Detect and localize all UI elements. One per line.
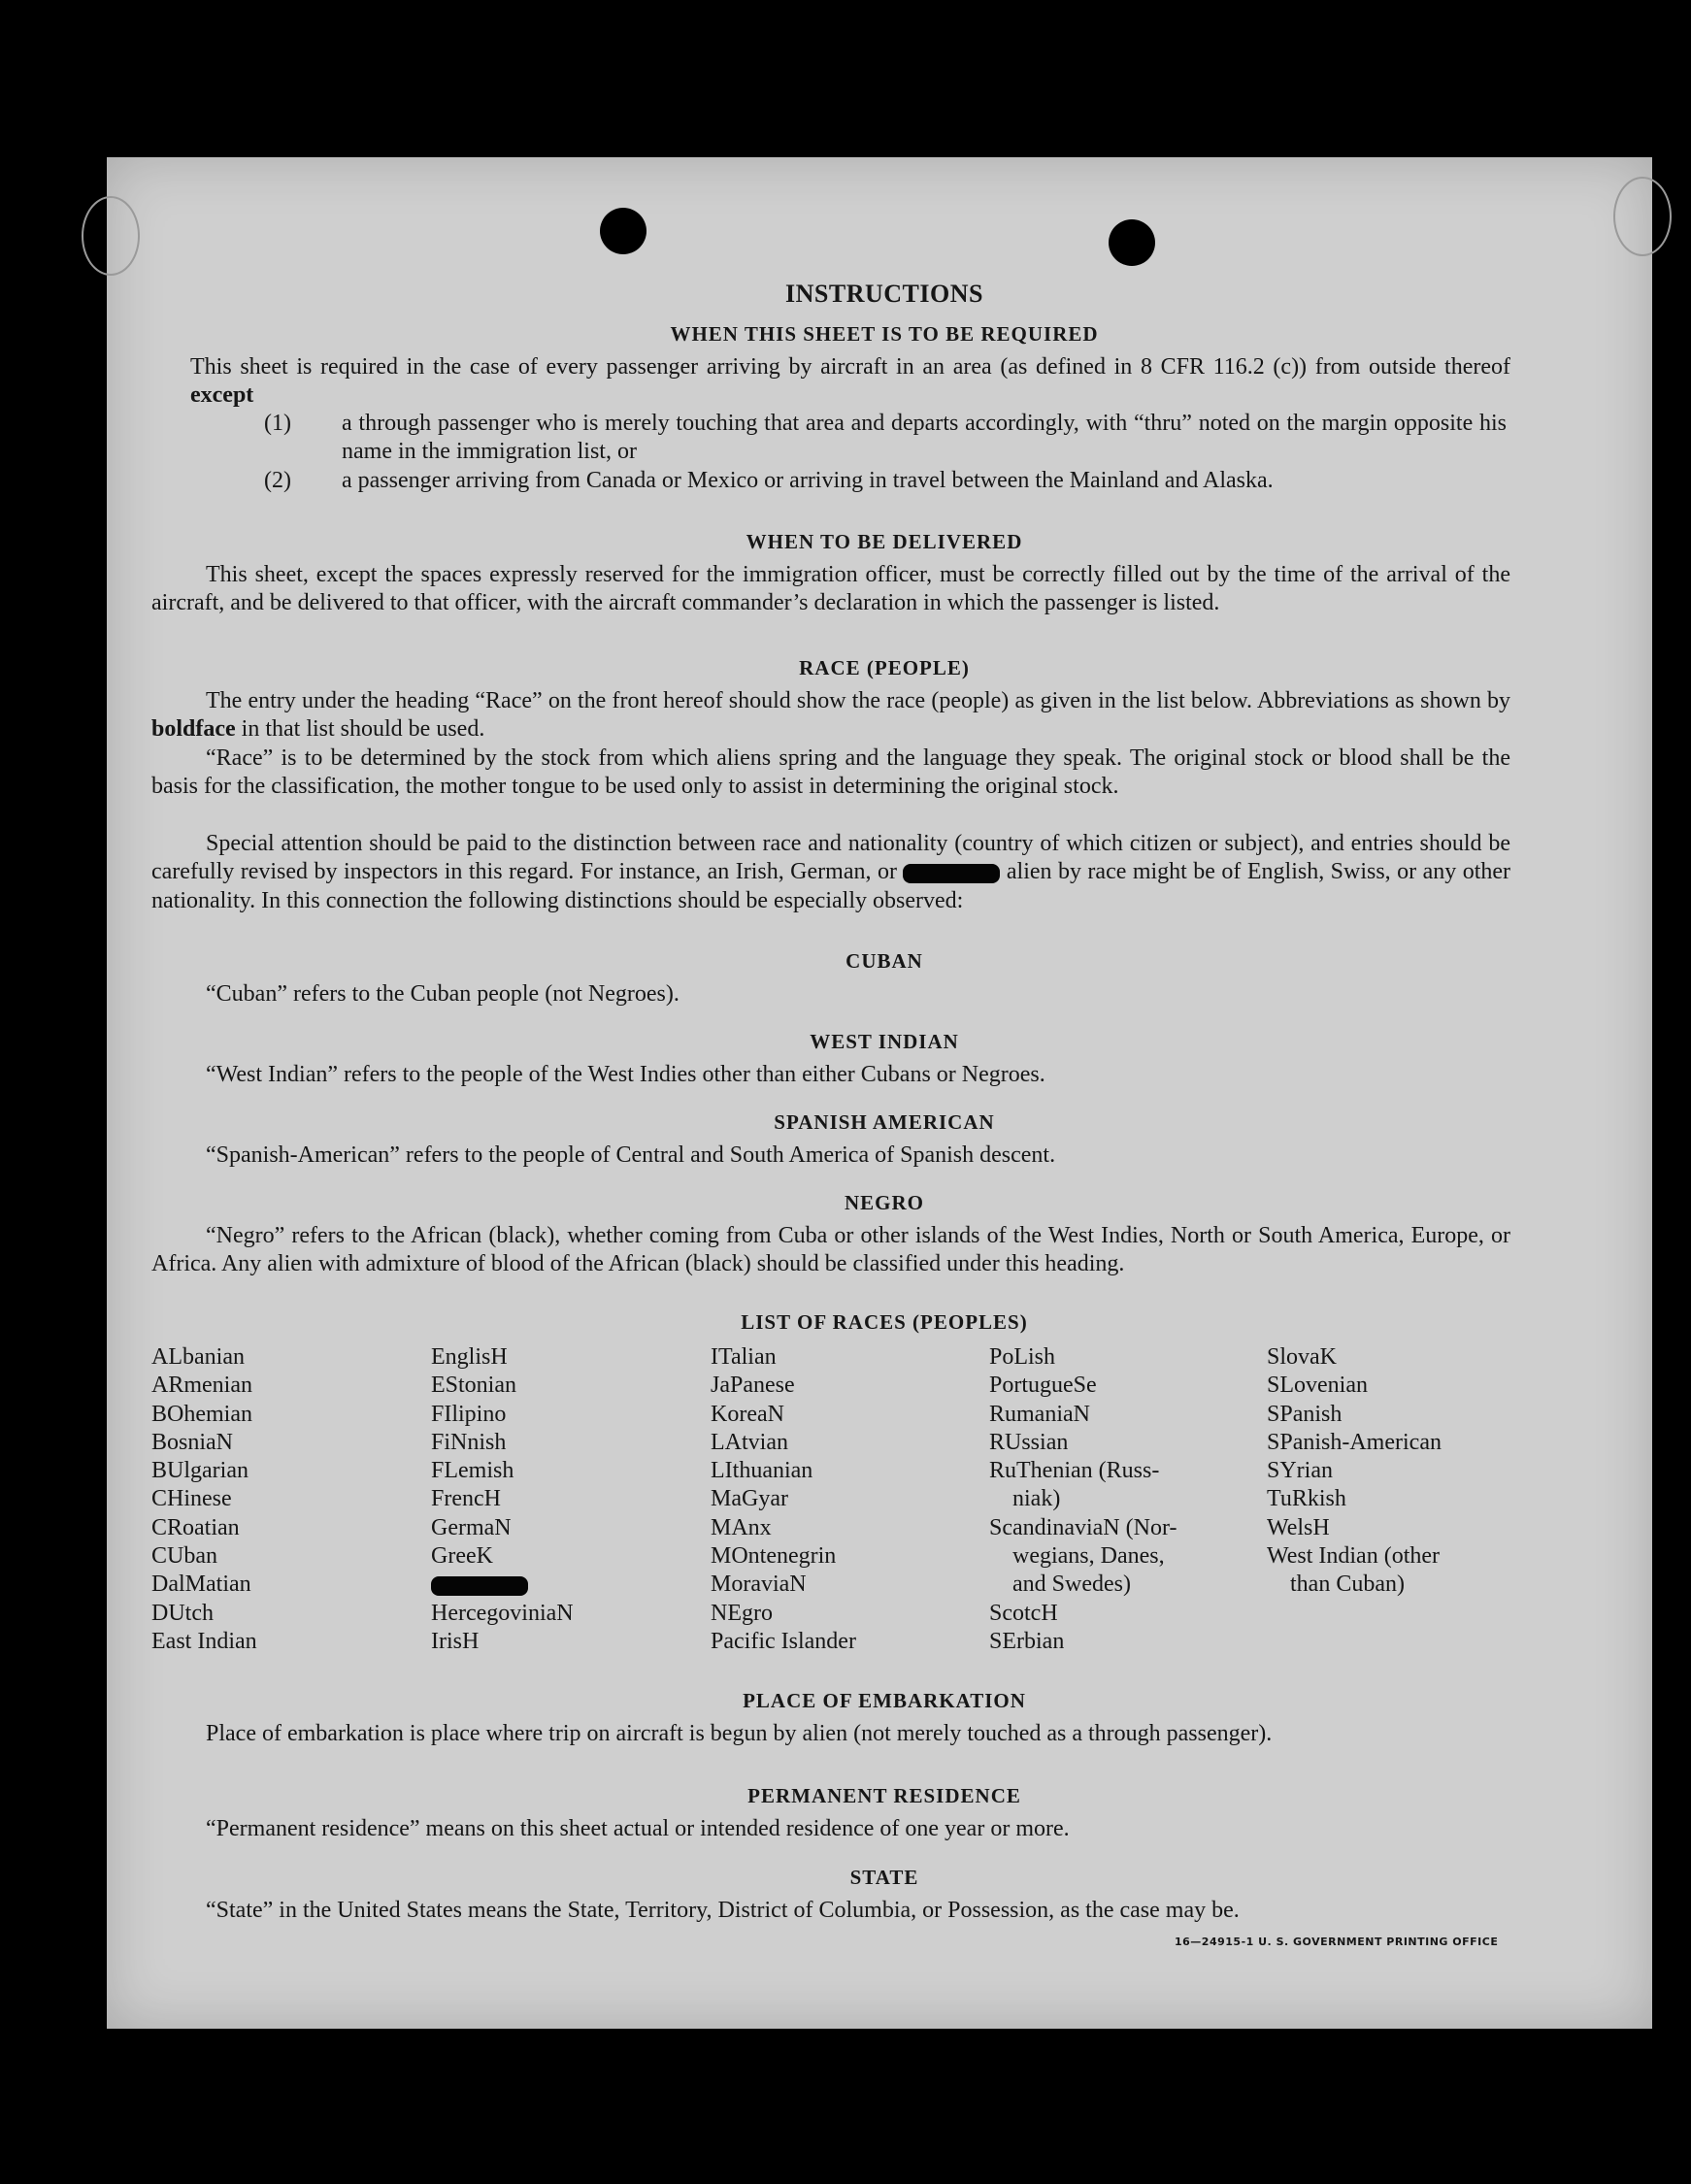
exception-list — [151, 410, 1617, 495]
exception-text-2: a passenger arriving from Canada or Mexico or arriving in travel between the Mainland and Alaska. — [342, 467, 1274, 493]
binder-hole-right — [1613, 177, 1672, 256]
redaction-mark — [903, 864, 1000, 883]
paragraph-permanent-residence: “Permanent residence” means on this sheet actual or intended residence of one year or more. — [206, 1816, 1070, 1841]
heading-cuban: CUBAN — [846, 949, 923, 973]
binder-hole-left — [82, 196, 140, 276]
race-item: FLemish — [431, 1458, 514, 1484]
heading-west-indian: WEST INDIAN — [810, 1030, 959, 1053]
race-item: CRoatian — [151, 1514, 240, 1540]
heading-negro: NEGRO — [844, 1191, 924, 1214]
race-item: BosniaN — [151, 1429, 233, 1455]
heading-when-required: WHEN THIS SHEET IS TO BE REQUIRED — [670, 322, 1099, 346]
races-column-2 — [431, 1343, 574, 1656]
race-item-continued: wegians, Danes, — [1012, 1543, 1165, 1570]
when-required-text: This sheet is required in the case of every passenger arriving by aircraft in an area (as defined in 8 CFR 116.2 (c)) from outside thereof — [190, 354, 1510, 380]
heading-embarkation: PLACE OF EMBARKATION — [743, 1689, 1026, 1712]
punch-hole-left — [600, 208, 647, 254]
race-item: GreeK — [431, 1543, 493, 1570]
race-item: LAtvian — [711, 1429, 788, 1455]
race-item: SYrian — [1267, 1458, 1333, 1484]
race-3-text-b: alien by race might be of English, Swiss, or any other nationality. In this connection the following distinctions should be especially observed: — [151, 859, 1511, 913]
race-item: MoraviaN — [711, 1572, 807, 1598]
race-item: SlovaK — [1267, 1344, 1337, 1370]
paragraph-west-indian: “West Indian” refers to the people of the West Indies other than either Cubans or Negroes. — [206, 1062, 1045, 1087]
race-item: FIlipino — [431, 1401, 507, 1427]
race-item: PortugueSe — [989, 1373, 1097, 1399]
race-item: CUban — [151, 1543, 217, 1570]
race-item: HercegoviniaN — [431, 1600, 574, 1626]
race-item: TuRkish — [1267, 1486, 1346, 1512]
race-item: CHinese — [151, 1486, 232, 1512]
race-item: SLovenian — [1267, 1373, 1368, 1399]
document-page — [107, 157, 1652, 2029]
races-column-5 — [1267, 1343, 1442, 1600]
race-item: LIthuanian — [711, 1458, 813, 1484]
exception-number-2: (2) — [264, 467, 291, 493]
paragraph-embarkation: Place of embarkation is place where trip on aircraft is begun by alien (not merely touched as a through passenger). — [206, 1721, 1273, 1746]
except-bold: except — [190, 382, 254, 409]
race-item: GermaN — [431, 1514, 512, 1540]
race-item: SErbian — [989, 1628, 1065, 1654]
punch-hole-right — [1109, 219, 1155, 266]
race-item: MOntenegrin — [711, 1543, 837, 1570]
heading-state: STATE — [849, 1866, 919, 1889]
race-item: IrisH — [431, 1628, 480, 1654]
boldface-word: boldface — [151, 716, 236, 743]
race-item: MAnx — [711, 1514, 772, 1540]
race-item: PoLish — [989, 1344, 1056, 1370]
race-item: SPanish-American — [1267, 1429, 1442, 1455]
paragraph-race-1 — [151, 687, 1510, 745]
race-item: MaGyar — [711, 1486, 788, 1512]
redaction-mark — [431, 1576, 528, 1596]
races-column-1 — [151, 1343, 257, 1656]
race-item: RUssian — [989, 1429, 1069, 1455]
race-item: East Indian — [151, 1628, 257, 1654]
races-column-4 — [989, 1343, 1177, 1656]
paragraph-race-2: “Race” is to be determined by the stock from which aliens spring and the language they speak. The original stock or blood shall be the basis for the classification, the mother tongue to be used only to assist in determining the original stock. — [151, 745, 1510, 800]
race-item-continued: and Swedes) — [1012, 1572, 1131, 1598]
race-item: WelsH — [1267, 1514, 1330, 1540]
race-item: SPanish — [1267, 1401, 1343, 1427]
race-item: DUtch — [151, 1600, 214, 1626]
race-item: FiNnish — [431, 1429, 507, 1455]
race-item: KoreaN — [711, 1401, 784, 1427]
paragraph-when-delivered: This sheet, except the spaces expressly reserved for the immigration officer, must be correctly filled out by the time of the arrival of the aircraft, and be delivered to that officer, with the aircraft commander’s declaration in which the passenger is listed. — [151, 562, 1510, 616]
race-item-redacted — [431, 1571, 574, 1599]
race-3-text-a: Special attention should be paid to the distinction between race and nationality (country of which citizen or subject), and entries should be carefully revised by inspectors in this regard. For instance, an Irish, German, or — [151, 831, 1510, 885]
race-1-text-a: The entry under the heading “Race” on the front hereof should show the race (people) as given in the list below. Abbreviations as shown by — [206, 688, 1510, 713]
race-item: RumaniaN — [989, 1401, 1090, 1427]
race-item: RuThenian (Russ- — [989, 1458, 1160, 1484]
race-item: NEgro — [711, 1600, 773, 1626]
heading-permanent-residence: PERMANENT RESIDENCE — [747, 1784, 1021, 1807]
race-item: FrencH — [431, 1486, 501, 1512]
printer-imprint: 16—24915-1 U. S. GOVERNMENT PRINTING OFFICE — [1175, 1936, 1499, 1948]
race-item: ITalian — [711, 1344, 777, 1370]
race-item: ScandinaviaN (Nor- — [989, 1514, 1177, 1540]
race-item: West Indian (other — [1267, 1543, 1441, 1570]
race-1-text-b: in that list should be used. — [241, 716, 485, 743]
exception-item-1 — [151, 410, 1507, 467]
race-item: Pacific Islander — [711, 1628, 856, 1654]
race-item: EStonian — [431, 1373, 516, 1399]
paragraph-state: “State” in the United States means the State, Territory, District of Columbia, or Possession, as the case may be. — [206, 1898, 1240, 1923]
exception-text-1: a through passenger who is merely touching that area and departs accordingly, with “thru” noted on the margin opposite his name in the immigration list, or — [342, 411, 1507, 465]
exception-number-1: (1) — [264, 411, 291, 436]
heading-when-delivered: WHEN TO BE DELIVERED — [746, 530, 1023, 553]
race-item: BUlgarian — [151, 1458, 249, 1484]
exception-item-2 — [151, 467, 1507, 495]
paragraph-negro: “Negro” refers to the African (black), whether coming from Cuba or other islands of the West Indies, North or South America, Europe, or Africa. Any alien with admixture of blood of the African (black) should be classified under this heading. — [151, 1223, 1510, 1277]
race-item-continued: niak) — [1012, 1486, 1061, 1512]
races-column-3 — [711, 1343, 856, 1656]
paragraph-spanish-american: “Spanish-American” refers to the people of Central and South America of Spanish descent. — [206, 1142, 1056, 1168]
race-item: EnglisH — [431, 1344, 508, 1370]
race-item: ScotcH — [989, 1600, 1058, 1626]
heading-race: RACE (PEOPLE) — [799, 656, 970, 679]
race-item: ARmenian — [151, 1373, 252, 1399]
heading-spanish-american: SPANISH AMERICAN — [774, 1110, 995, 1134]
race-item: BOhemian — [151, 1401, 252, 1427]
paragraph-when-required — [190, 353, 1510, 411]
race-item-continued: than Cuban) — [1290, 1572, 1405, 1598]
race-item: ALbanian — [151, 1344, 245, 1370]
paragraph-cuban: “Cuban” refers to the Cuban people (not Negroes). — [206, 981, 680, 1007]
paragraph-race-3 — [151, 830, 1510, 915]
race-item: DalMatian — [151, 1572, 251, 1598]
heading-list-of-races: LIST OF RACES (PEOPLES) — [741, 1310, 1028, 1334]
race-item: JaPanese — [711, 1373, 795, 1399]
page-title: INSTRUCTIONS — [785, 280, 983, 308]
